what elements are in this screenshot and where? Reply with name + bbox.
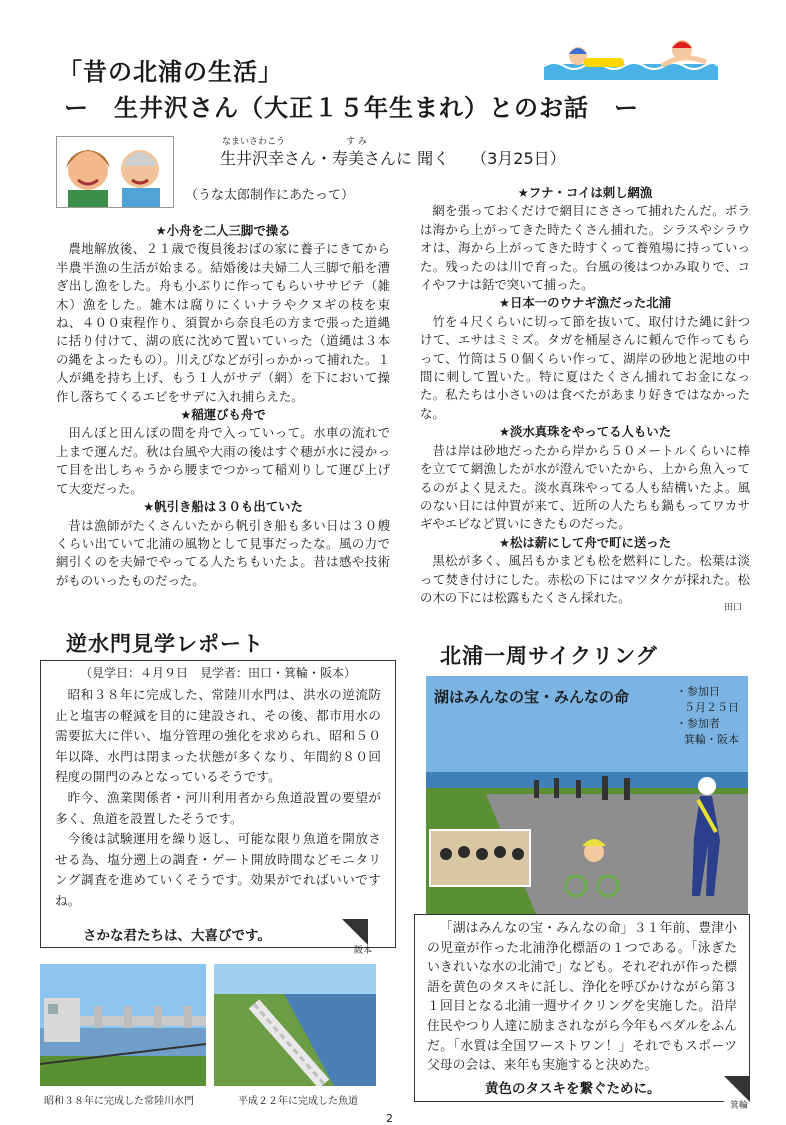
section-body: 竹を４尺くらいに切って節を抜いて、取付けた縄に針つけて、エサはミミズ。タガを桶屋さんに頼んで作ってもらって、竹筒は５０個くらい作って、湖岸の砂地と泥地の中間に刺して置いた。特に夏はたくさん捕れてお金になった。私たちは小さいのは食べたがあまり好きではなかったな。 <box>420 313 750 421</box>
visit-meta: （見学日：４月９日 見学者：田口・箕輪・阪本） <box>79 666 356 680</box>
interviewee-line <box>220 146 566 169</box>
article-title: 「昔の北浦の生活」 <box>58 58 283 86</box>
interview-date: （3月25日） <box>471 149 566 168</box>
section-heading: ★松は薪にして舟で町に送った <box>498 534 672 550</box>
report-paragraph: 昨今、漁業関係者・河川利用者から魚道設置の要望が多く、魚道を設置したそうです。 <box>55 789 381 826</box>
furigana-namaisawakou: なまいさわこう <box>222 137 286 147</box>
section-body: 網を張っておくだけで網目にささって捕れたんだ。ボラは海から上がってきた時たくさん捕れた。シラスやシラウオは、海から上がってきた時すくって養殖場に持っていった。残ったのは川で育った。台風の後はつかみ取りで、コイやフナは銛で突いて捕った。 <box>420 203 750 293</box>
report-paragraph: 今後は試験運用を繰り返し、可能な限り魚道を開放させる為、塩分遡上の調査・ゲート開放時間などモニタリング調査を進めていくそうです。効果がでればいいですね。 <box>55 831 381 908</box>
interview-context: （うな太郎制作にあたって） <box>185 188 355 203</box>
swimming-kids-illustration <box>542 36 720 82</box>
section-heading: ★日本一のウナギ漁だった北浦 <box>498 295 672 311</box>
author-signature: 田口 <box>724 603 743 613</box>
section-heading: ★稲運びも舟で <box>180 407 266 423</box>
water-gate-report-box <box>40 660 396 948</box>
elderly-couple-illustration <box>56 136 174 208</box>
section-body: 昔は岸は砂地だったから岸から５０メートルくらいに棒を立てて網漁したが水が澄んでいたから、上から魚入ってるのがよく見えた。淡水真珠やってる人も結構いたよ。風のない日には仲買が来て、近所の人たちも鍋もってワカサギやエビなど買いにきたものだった。 <box>420 442 750 532</box>
info-line: ５月２５日 <box>684 701 739 714</box>
fishway-photo <box>214 964 376 1086</box>
furigana-sumi: す み <box>346 137 367 147</box>
photo-caption: 平成２２年に完成した魚道 <box>238 1096 358 1107</box>
cycling-title: 北浦一周サイクリング <box>440 644 658 668</box>
section-body: 昔は漁師がたくさんいたから帆引き船も多い日は３０艘くらい出ていて北浦の風物として見事だったな。風の力で網引くのを夫婦でやってる人たちもいたよ。昔は感や技術がものいったものだった。 <box>56 517 390 588</box>
author-signature: 箕輪 <box>730 1101 749 1111</box>
photo-caption: 昭和３８年に完成した常陸川水門 <box>44 1096 194 1107</box>
report-closing: さかな君たちは、大喜びです。 <box>83 927 271 944</box>
info-line: ・参加者 <box>676 717 720 730</box>
left-article-column <box>56 222 390 590</box>
info-line: 箕輪・阪本 <box>684 733 739 746</box>
cycling-paragraph: 「湖はみんなの宝・みんなの命」３１年前、豊津小の児童が作った北浦浄化標語の１つである。「泳ぎたいきれいな水の北浦で」なども。それぞれが作った標語を黄色のタスキに託し、浄化を呼びかけながら第３１回目となる北浦一週サイクリングを実施した。沿岸住民やつり人達に励まされながら今年もペダルをふんだ。「水質は全国ワーストワン！」それでもスポーツ父母の会は、来年も実施すると決めた。 <box>427 921 737 1074</box>
right-article-column <box>420 184 750 607</box>
cycling-slogan-banner: 湖はみんなの宝・みんなの命 <box>434 688 630 706</box>
water-gate-report-title: 逆水門見学レポート <box>66 632 264 656</box>
section-heading: ★帆引き船は３０も出ていた <box>143 499 303 515</box>
article-subtitle: ー 生井沢さん（大正１５年生まれ）とのお話 ー <box>64 94 639 122</box>
water-gate-photo <box>40 964 206 1086</box>
author-signature: 阪本 <box>354 946 373 956</box>
section-heading: ★淡水真珠をやってる人もいた <box>498 424 672 440</box>
cycling-closing: 黄色のタスキを繋ぐために。 <box>485 1080 661 1097</box>
info-line: ・参加日 <box>676 685 720 698</box>
section-heading: ★フナ・コイは刺し網漁 <box>517 185 653 200</box>
section-heading: ★小舟を二人三脚で操る <box>155 223 291 238</box>
section-body: 黒松が多く、風呂もかまども松を燃料にした。松葉は淡って焚き付けにした。赤松の下にはマツタケが採れた。松の木の下には松露もたくさん採れた。 <box>420 553 750 605</box>
cycling-report-box <box>414 914 750 1102</box>
page-number: 2 <box>386 1112 393 1125</box>
report-paragraph: 昭和３８年に完成した、常陸川水門は、洪水の逆流防止と塩害の軽減を目的に建設され、その後、都市用水の需要拡大に伴い、塩分管理の強化を求められ、昭和５０年以降、水門は閉まった状態が多くなり、年間約８０回程度の開門のみとなっているそうです。 <box>55 687 381 785</box>
page-curl-decoration <box>342 919 368 945</box>
interviewee-names: 生井沢幸さん・寿美さんに 聞く <box>220 149 450 168</box>
cycling-info <box>676 684 739 748</box>
section-body: 田んぼと田んぼの間を舟で入っていって。水車の流れで上まで運んだ。秋は台風や大雨の後はすぐ穂が水に浸かって目を出しちゃうから腰までつかって稲刈りして運び上げて大変だった。 <box>56 425 390 496</box>
section-body: 農地解放後、２１歳で復員後おばの家に養子にきてから半農半漁の生活が始まる。結婚後は夫婦二人三脚で船を漕ぎ出し漁をした。舟も小ぶりに作ってもらいササビテ（雑木）漁をした。雑木は腐りにくいナラやクヌギの枝を束ね、４００束程作り、須賀から奈良毛の方まで張った道縄に括り付けて、湖の底に沈めて置いていった（道縄は３本の縄をよったもの）。川えびなどが引っかかって捕れた。１人が縄を持ち上げ、もう１人がサデ（網）を下において操作し落ちてくるエビをサデに入れ捕らえた。 <box>56 241 390 404</box>
